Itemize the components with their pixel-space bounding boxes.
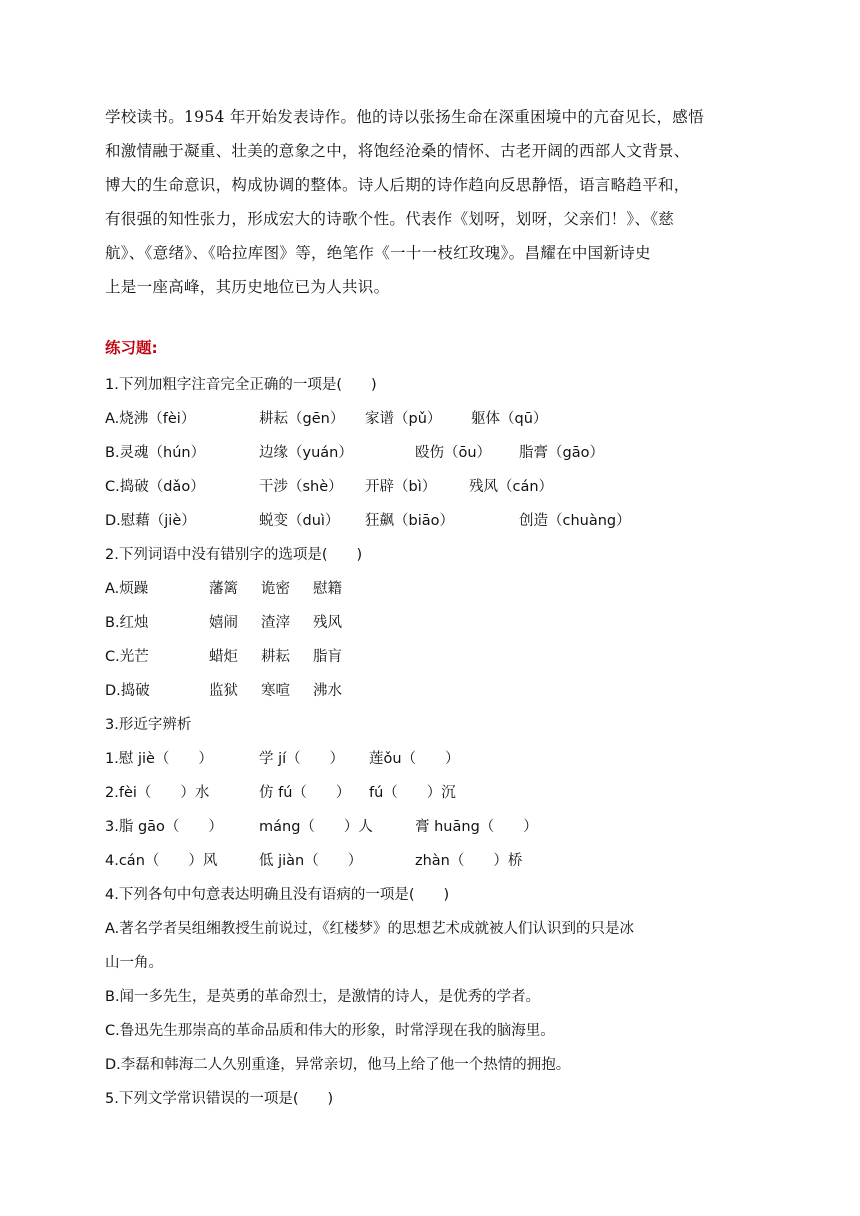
line-text: 2.下列词语中没有错别字的选项是( ) (105, 547, 363, 563)
question-line (105, 776, 765, 810)
option-cell: 开辟（bì） (365, 479, 437, 495)
question-line (105, 1014, 765, 1048)
option-cell: 蜕变（duì） (259, 513, 340, 529)
option-cell: 狂飙（biāo） (365, 513, 454, 529)
question-line (105, 436, 765, 470)
line-text: C.光芒 (105, 649, 149, 665)
intro-line: 学校读书。1954 年开始发表诗作。他的诗以张扬生命在深重困境中的亢奋见长，感悟 (105, 108, 704, 126)
line-text: 3.形近字辨析 (105, 717, 192, 733)
option-cell: 家谱（pǔ） (365, 411, 442, 427)
option-cell: 耕耘（gēn） (259, 411, 345, 427)
question-line (105, 844, 765, 878)
line-text: 4.cán（ ）风 (105, 853, 218, 869)
line-text: B.闻一多先生，是英勇的革命烈士，是激情的诗人，是优秀的学者。 (105, 989, 541, 1005)
question-line (105, 674, 765, 708)
option-cell: 躯体（qū） (471, 411, 548, 427)
question-line (105, 402, 765, 436)
option-cell: 监狱 (209, 683, 238, 699)
option-cell: 边缘（yuán） (259, 445, 353, 461)
option-cell: 干涉（shè） (259, 479, 343, 495)
option-cell: 慰籍 (313, 581, 342, 597)
option-cell: 藩篱 (209, 581, 238, 597)
line-text: 5.下列文学常识错误的一项是( ) (105, 1091, 334, 1107)
question-line (105, 538, 765, 572)
option-cell: 诡密 (261, 581, 290, 597)
intro-line: 航》、《意绪》、《哈拉库图》等，绝笔作《一十一枝红玫瑰》。昌耀在中国新诗史 (105, 244, 651, 262)
intro-line: 博大的生命意识，构成协调的整体。诗人后期的诗作趋向反思静悟，语言略趋平和， (105, 176, 690, 194)
option-cell: 沸水 (313, 683, 342, 699)
line-text: A.烧沸（fèi） (105, 411, 196, 427)
question-line (105, 1082, 765, 1116)
line-text: D.捣破 (105, 683, 150, 699)
option-cell: 莲ǒu（ ） (369, 751, 460, 767)
question-line (105, 980, 765, 1014)
line-text: C.捣破（dǎo） (105, 479, 205, 495)
line-text: B.灵魂（hún） (105, 445, 206, 461)
option-cell: 学 jí（ ） (259, 751, 345, 767)
line-text: A.著名学者吴组缃教授生前说过，《红楼梦》的思想艺术成就被人们认识到的只是冰 (105, 921, 635, 937)
option-cell: 渣滓 (261, 615, 290, 631)
option-cell: 蜡炬 (209, 649, 238, 665)
question-line (105, 606, 765, 640)
line-text: D.慰藉（jiè） (105, 513, 196, 529)
option-cell: 殴伤（ōu） (415, 445, 492, 461)
option-cell: 脂肓 (313, 649, 342, 665)
option-cell: 低 jiàn（ ） (259, 853, 363, 869)
question-line (105, 504, 765, 538)
question-line (105, 810, 765, 844)
option-cell: 残风 (313, 615, 342, 631)
question-line (105, 368, 765, 402)
line-text: 3.脂 gāo（ ） (105, 819, 223, 835)
option-cell: 创造（chuàng） (519, 513, 631, 529)
line-text: 1.慰 jiè（ ） (105, 751, 213, 767)
option-cell: zhàn（ ）桥 (415, 853, 523, 869)
question-line (105, 912, 765, 946)
line-text: 1.下列加粗字注音完全正确的一项是( ) (105, 377, 377, 393)
line-text: 4.下列各句中句意表达明确且没有语病的一项是( ) (105, 887, 450, 903)
option-cell: 耕耘 (261, 649, 290, 665)
question-line (105, 572, 765, 606)
exercise-heading: 练习题: (105, 339, 158, 357)
question-line (105, 640, 765, 674)
intro-paragraph (105, 100, 755, 304)
option-cell: 仿 fú（ ） (259, 785, 351, 801)
option-cell: 膏 huāng（ ） (415, 819, 538, 835)
line-text: B.红烛 (105, 615, 149, 631)
intro-line: 上是一座高峰，其历史地位已为人共识。 (105, 278, 390, 296)
line-text: A.烦躁 (105, 581, 149, 597)
option-cell: 脂膏（gāo） (519, 445, 604, 461)
option-cell: máng（ ）人 (259, 819, 373, 835)
question-line (105, 878, 765, 912)
question-line (105, 708, 765, 742)
option-cell: fú（ ）沉 (369, 785, 456, 801)
line-text: 2.fèi（ ）水 (105, 785, 210, 801)
intro-line: 有很强的知性张力，形成宏大的诗歌个性。代表作《划呀，划呀，父亲们！》、《慈 (105, 210, 675, 228)
question-list (105, 368, 765, 1116)
intro-line: 和激情融于凝重、壮美的意象之中，将饱经沧桑的情怀、古老开阔的西部人文背景、 (105, 142, 690, 160)
line-text: C.鲁迅先生那崇高的革命品质和伟大的形象，时常浮现在我的脑海里。 (105, 1023, 555, 1039)
option-cell: 残风（cán） (469, 479, 554, 495)
question-line (105, 470, 765, 504)
option-cell: 寒喧 (261, 683, 290, 699)
question-line (105, 742, 765, 776)
line-text: D.李磊和韩海二人久别重逢，异常亲切，他马上给了他一个热情的拥抱。 (105, 1057, 571, 1073)
option-cell: 嬉闹 (209, 615, 238, 631)
line-text: 山一角。 (105, 955, 163, 971)
question-line (105, 1048, 765, 1082)
question-line (105, 946, 765, 980)
